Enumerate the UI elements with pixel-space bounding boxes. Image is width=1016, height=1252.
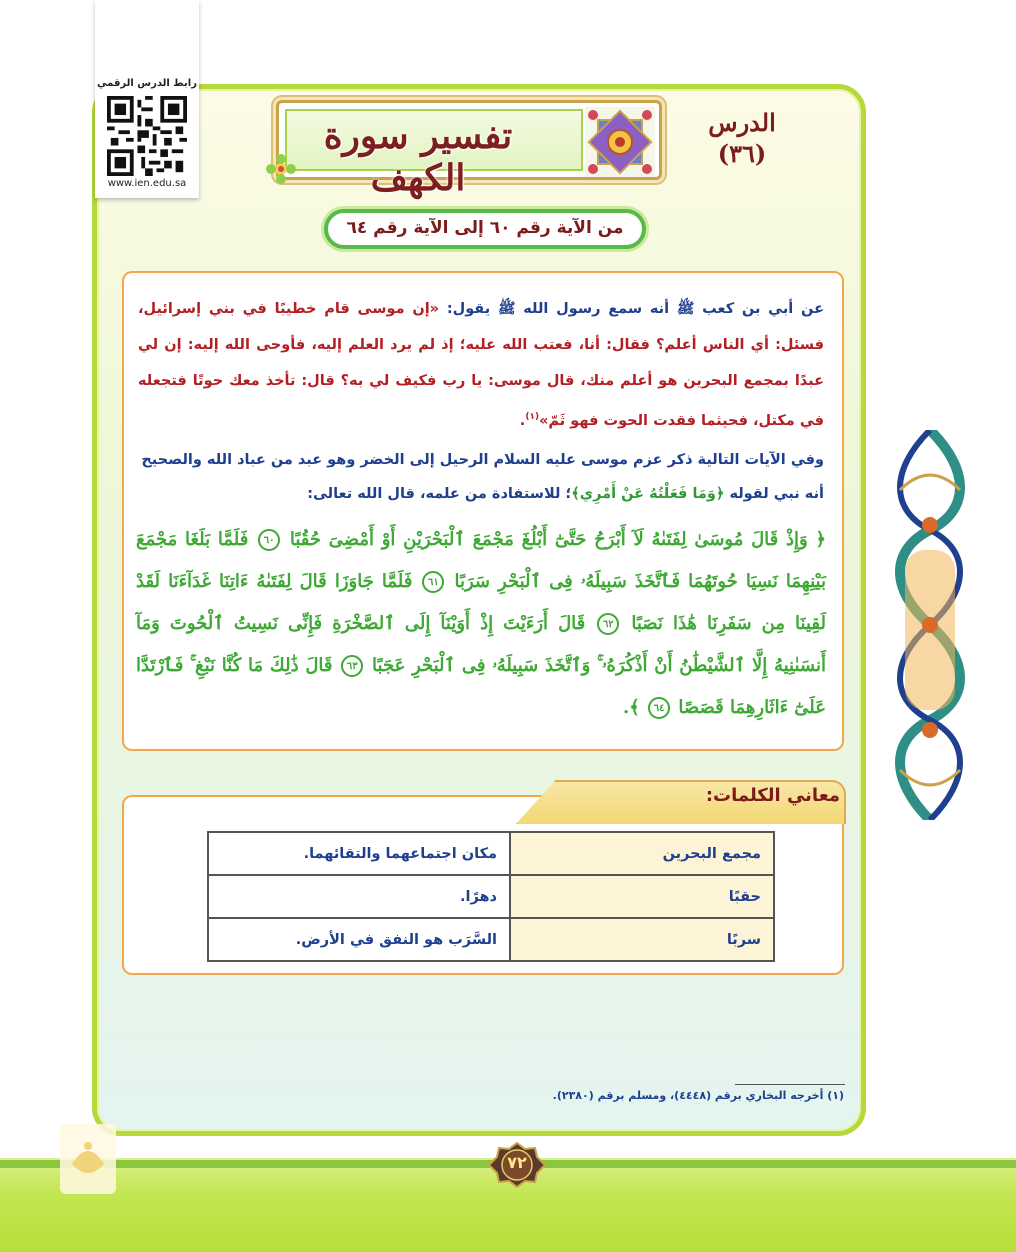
ayah-number-64: ٦٤ — [648, 697, 670, 719]
ayah-64: قَالَ ذَٰلِكَ مَا كُنَّا نَبْغِ ۚ فَٱرْتَدَّا عَلَىٰٓ ءَاثَارِهِمَا قَصَصًا — [136, 655, 826, 718]
word-cell: سربًا — [510, 918, 774, 961]
hadith-body: «إن موسى قام خطيبًا في بني إسرائيل، فسئل: أي الناس أعلم؟ فقال: أنا، فعتب الله عليه؛ إذ لم يرد العلم إليه، فأوحى الله إليه: إن لي عبدًا بمجمع البحرين هو أعلم منك، قال موسى: يا رب فكيف لي به؟ قال: تأخذ معك حوتًا فتجعله في مكتل، فحيثما فقدت الحوت فهو ثَمّ» — [138, 301, 824, 429]
side-arabesque-ornament-icon — [880, 430, 980, 820]
verses-intro-quote: ﴿وَمَا فَعَلْتُهُ عَنْ أَمْرِي﴾ — [571, 486, 725, 502]
ayah-number-61: ٦١ — [422, 571, 444, 593]
meaning-cell: السَّرَب هو النفق في الأرض. — [208, 918, 510, 961]
ayah-60: وَإِذْ قَالَ مُوسَىٰ لِفَتَىٰهُ لَآ أَبْرَحُ حَتَّىٰٓ أَبْلُغَ مَجْمَعَ ٱلْبَحْرَيْنِ أَوْ أَمْضِىَ حُقُبًا — [289, 529, 808, 550]
word-cell: حقبًا — [510, 875, 774, 918]
verse-range-subtitle: من الآية رقم ٦٠ إلى الآية رقم ٦٤ — [324, 209, 646, 249]
quran-close-bracket: ﴾. — [623, 697, 640, 718]
flower-ornament-icon — [264, 152, 298, 186]
islamic-star-ornament-icon — [585, 107, 655, 177]
verses-intro — [138, 443, 824, 511]
page-title: تفسير سورة الكهف — [323, 115, 513, 199]
footnote-ref[interactable]: (١) — [525, 412, 540, 422]
meaning-cell: مكان اجتماعهما والتقائهما. — [208, 832, 510, 875]
ayah-63: قَالَ أَرَءَيْتَ إِذْ أَوَيْنَآ إِلَى ٱلصَّخْرَةِ فَإِنِّى نَسِيتُ ٱلْحُوتَ وَمَآ أَنسَىٰنِيهُ إِلَّا ٱلشَّيْطَٰنُ أَنْ أَذْكُرَهُۥ ۚ وَٱتَّخَذَ سَبِيلَهُۥ فِى ٱلْبَحْرِ عَجَبًا — [136, 613, 826, 676]
ayah-number-60: ٦٠ — [258, 529, 280, 551]
meaning-cell: دهرًا. — [208, 875, 510, 918]
qr-card[interactable] — [95, 0, 199, 198]
word-meanings-title: معاني الكلمات: — [705, 785, 840, 806]
ayah-62: فَلَمَّا جَاوَزَا قَالَ لِفَتَىٰهُ ءَاتِنَا غَدَآءَنَا لَقَدْ لَقِينَا مِن سَفَرِنَا هَٰذَا نَصَبًا — [136, 571, 826, 634]
lesson-word: الدرس — [708, 108, 776, 137]
quran-open-bracket: ﴿ — [815, 529, 826, 550]
page-number: ٧٢ — [507, 1153, 527, 1172]
hadith-paragraph: عن أبي بن كعب ﷺ أنه سمع رسول الله ﷺ يقول: «إن موسى قام خطيبًا في بني إسرائيل، فسئل: أي الناس أعلم؟ فقال: أنا، فعتب الله عليه؛ إذ لم يرد العلم إليه، فأوحى الله إليه: إن لي عبدًا بمجمع البحرين هو أعلم منك، قال موسى: يا رب فكيف لي به؟ قال: تأخذ معك حوتًا فتجعله في مكتل، فحيثما فقدت الحوت فهو ثَمّ»$^{(١)}$. — [138, 301, 824, 429]
verses-intro-part2: ؛ للاستفادة من علمه، قال الله تعالى: — [307, 486, 572, 502]
footnote: (١) أخرجه البخاري برقم (٤٤٤٨)، ومسلم برقم (٢٣٨٠). — [552, 1089, 844, 1102]
ayah-number-62: ٦٢ — [597, 613, 619, 635]
table-row — [208, 875, 774, 918]
lesson-label — [692, 108, 792, 168]
ayah-61: فَلَمَّا بَلَغَا مَجْمَعَ بَيْنِهِمَا نَسِيَا حُوتَهُمَا فَٱتَّخَذَ سَبِيلَهُۥ فِى ٱلْبَحْرِ سَرَبًا — [136, 529, 826, 592]
publisher-logo-icon — [60, 1124, 116, 1194]
word-meanings-table — [207, 831, 775, 962]
title-banner — [276, 100, 662, 199]
word-cell: مجمع البحرين — [510, 832, 774, 875]
table-row — [208, 918, 774, 961]
lesson-number: (٣٦) — [717, 139, 767, 168]
quran-verses — [136, 519, 826, 729]
qr-title: رابط الدرس الرقمي — [97, 78, 197, 89]
hadith-intro: عن أبي بن كعب ﷺ أنه سمع رسول الله ﷺ يقول: — [439, 301, 824, 317]
qr-url[interactable]: www.ien.edu.sa — [107, 178, 187, 189]
qr-code-icon[interactable] — [107, 96, 187, 176]
footnote-divider — [735, 1084, 845, 1085]
hadith-box — [122, 271, 844, 751]
verses-intro-part1: وفي الآيات التالية ذكر عزم موسى عليه السلام الرحيل إلى الخضر وهو عبد من عباد الله والصحيح أنه نبي لقوله — [141, 452, 824, 502]
ayah-number-63: ٦٣ — [341, 655, 363, 677]
table-row — [208, 832, 774, 875]
